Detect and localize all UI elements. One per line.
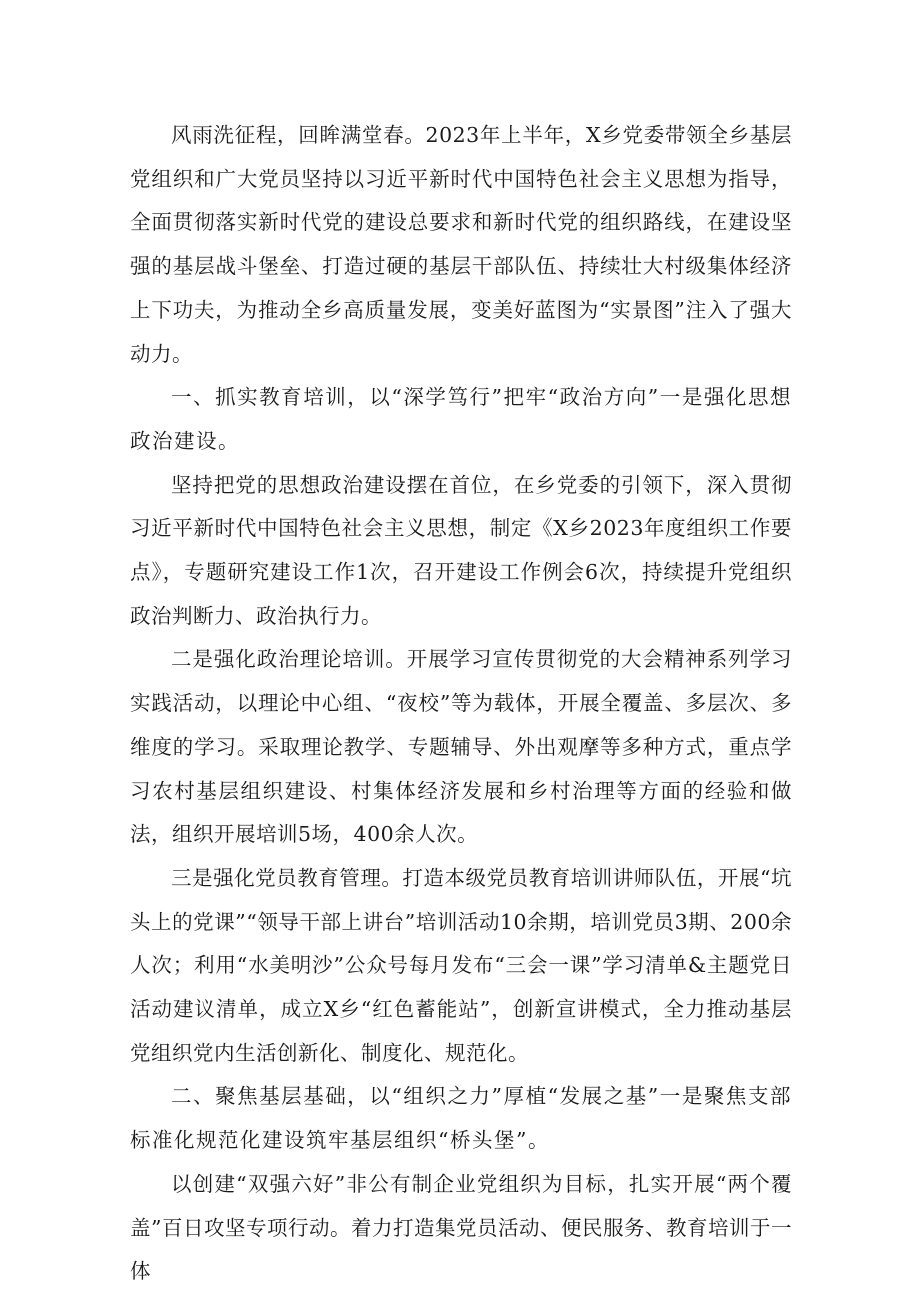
document-body [130, 114, 792, 1294]
paragraph-member-education: 三是强化党员教育管理。打造本级党员教育培训讲师队伍，开展“坑头上的党课”“领导干部上讲台”培训活动10余期，培训党员3期、200余人次；利用“水美明沙”公众号每月发布“三会一课”学习清单&主题党日活动建议清单，成立X乡“红色蓄能站”，创新宣讲模式，全力推动基层党组织党内生活创新化、制度化、规范化。 [130, 865, 792, 1065]
paragraph-political-building: 坚持把党的思想政治建设摆在首位，在乡党委的引领下，深入贯彻习近平新时代中国特色社会主义思想，制定《X乡2023年度组织工作要点》，专题研究建设工作1次，召开建设工作例会6次，持续提升党组织政治判断力、政治执行力。 [130, 472, 792, 628]
paragraph-theory-training: 二是强化政治理论培训。开展学习宣传贯彻党的大会精神系列学习实践活动，以理论中心组、“夜校”等为载体，开展全覆盖、多层次、多维度的学习。采取理论教学、专题辅导、外出观摩等多种方式，重点学习农村基层组织建设、村集体经济发展和乡村治理等方面的经验和做法，组织开展培训5场，400余人次。 [130, 647, 792, 847]
section-heading-1: 一、抓实教育培训，以“深学笃行”把牢“政治方向”一是强化思想政治建设。 [130, 385, 792, 453]
paragraph-enterprise-party: 以创建“双强六好”非公有制企业党组织为目标，扎实开展“两个覆盖”百日攻坚专项行动。着力打造集党员活动、便民服务、教育培训于一体 [130, 1171, 792, 1284]
paragraph-intro: 风雨洗征程，回眸满堂春。2023年上半年，X乡党委带领全乡基层党组织和广大党员坚持以习近平新时代中国特色社会主义思想为指导，全面贯彻落实新时代党的建设总要求和新时代党的组织路线，在建设坚强的基层战斗堡垒、打造过硬的基层干部队伍、持续壮大村级集体经济上下功夫，为推动全乡高质量发展，变美好蓝图为“实景图”注入了强大动力。 [130, 123, 792, 366]
section-heading-2: 二、聚焦基层基础，以“组织之力”厚植“发展之基”一是聚焦支部标准化规范化建设筑牢基层组织“桥头堡”。 [130, 1084, 792, 1153]
